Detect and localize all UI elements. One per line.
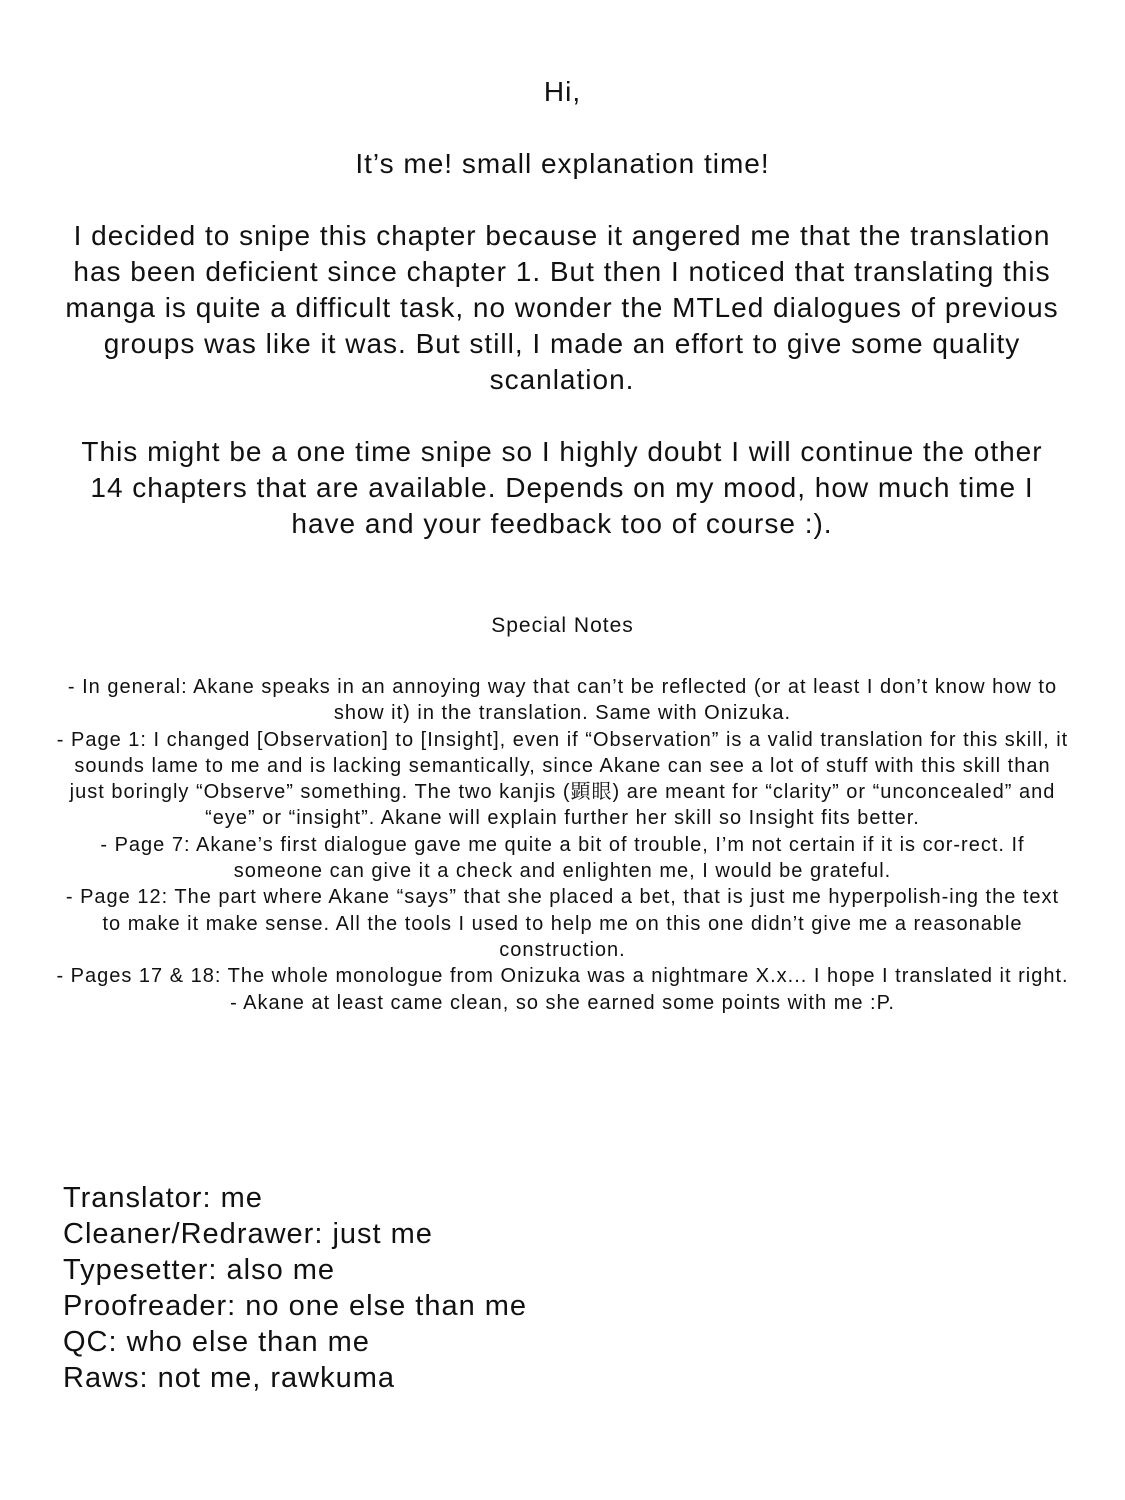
special-notes-title: Special Notes [491,614,634,637]
explanation-paragraph: I decided to snipe this chapter because it angered me that the translation has been deficient since chapter 1. But then I noticed that translating this manga is quite a difficult task, no wonder the MTLed dialogues of previous groups was like it was. But still, I made an effort to give some quality scanlation. [65,220,1059,395]
note-item: - In general: Akane speaks in an annoying way that can’t be reflected (or at least I don’t know how to show it) in the translation. Same with Onizuka. [67,676,1058,725]
credits-list [63,1180,527,1396]
note-item: - Page 7: Akane’s first dialogue gave me quite a bit of trouble, I’m not certain if it is cor-rect. If someone can give it a check and enlighten me, I would be grateful. [100,833,1025,883]
credit-raws: Raws: not me, rawkuma [63,1362,396,1394]
note-item: - Pages 17 & 18: The whole monologue from Onizuka was a nightmare X.x... I hope I translated it right. [56,965,1069,988]
continuation-paragraph: This might be a one time snipe so I highly doubt I will continue the other 14 chapters that are available. Depends on my mood, how much time I have and your feedback too of course :). [81,436,1043,539]
credit-proofreader: Proofreader: no one else than me [63,1290,528,1322]
note-item: - Page 1: I changed [Observation] to [Insight], even if “Observation” is a valid translation for this skill, it sounds lame to me and is lacking semantically, since Akane can see a lot of stuff with this skill than just boringly “Observe” something. The two kanjis (顕眼) are meant for “clarity” or “unconcealed” and “eye” or “insight”. Akane will explain further her skill so Insight fits better. [56,728,1069,830]
intro-line: It’s me! small explanation time! [355,148,770,179]
special-notes-list [55,674,1070,1016]
credit-cleaner: Cleaner/Redrawer: just me [63,1218,433,1250]
greeting: Hi, [543,76,582,107]
credit-typesetter: Typesetter: also me [63,1254,336,1286]
credit-translator: Translator: me [63,1182,263,1214]
note-item: - Akane at least came clean, so she earned some points with me :P. [230,991,895,1014]
credit-qc: QC: who else than me [63,1326,370,1358]
note-item: - Page 12: The part where Akane “says” that she placed a bet, that is just me hyperpolish-ing the text to make it make sense. All the tools I used to help me on this one didn’t give me a reasonable construction. [65,886,1060,961]
